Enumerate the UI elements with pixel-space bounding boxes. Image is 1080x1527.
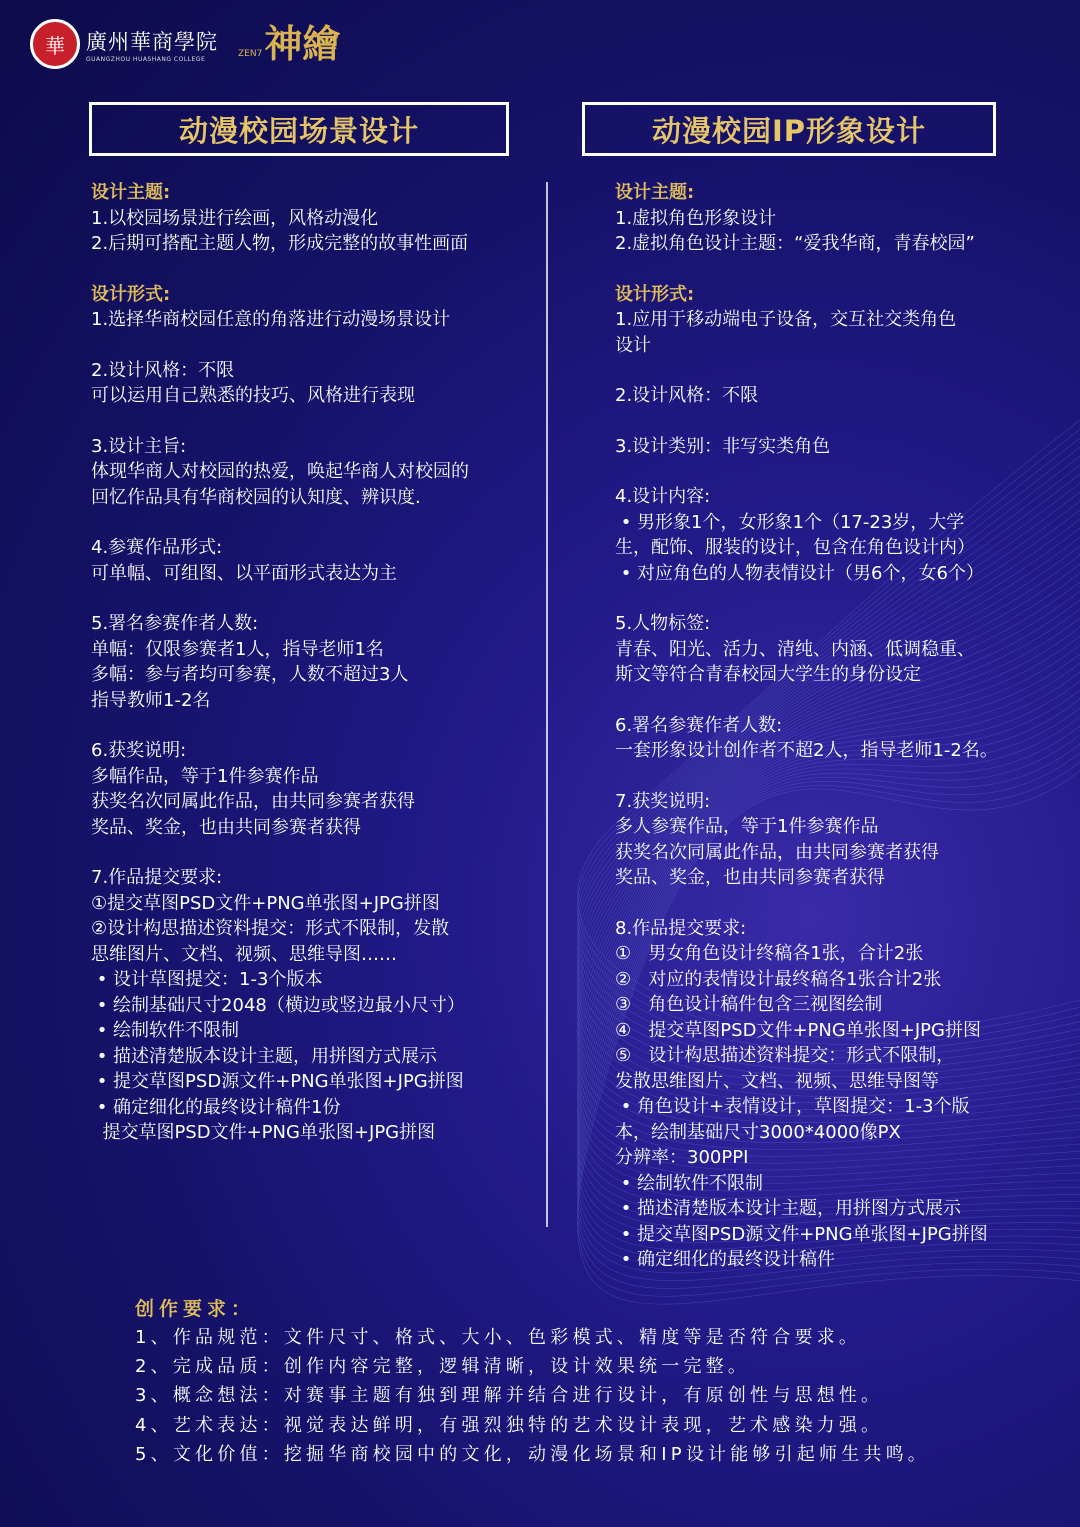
section bbox=[615, 484, 1055, 586]
header bbox=[30, 14, 340, 74]
section bbox=[91, 282, 531, 333]
section-line: 体现华商人对校园的热爱，唤起华商人对校园的 bbox=[91, 461, 469, 482]
section-line: • 绘制软件不限制 bbox=[91, 1020, 240, 1041]
section-heading: 3.设计主旨: bbox=[91, 435, 187, 457]
section bbox=[91, 865, 531, 1146]
right-title: 动漫校园IP形象设计 bbox=[651, 113, 927, 148]
section-line: 1.以校园场景进行绘画，风格动漫化 bbox=[91, 207, 379, 229]
section-line: 提交草图PSD文件+PNG单张图+JPG拼图 bbox=[91, 1122, 436, 1143]
section bbox=[615, 713, 1055, 764]
section bbox=[615, 282, 1055, 359]
section-line: 2.后期可搭配主题人物，形成完整的故事性画面 bbox=[91, 233, 469, 254]
school-logo-text bbox=[86, 26, 218, 63]
section bbox=[91, 611, 531, 713]
column-divider bbox=[546, 182, 548, 1227]
section-line: 设计 bbox=[615, 334, 651, 356]
section-line: 斯文等符合青春校园大学生的身份设定 bbox=[615, 664, 921, 685]
section-line: 1.虚拟角色形象设计 bbox=[615, 207, 777, 229]
section-heading: 8.作品提交要求: bbox=[615, 917, 747, 939]
section-line: 1.选择华商校园任意的角落进行动漫场景设计 bbox=[91, 309, 451, 330]
section-line: 获奖名次同属此作品，由共同参赛者获得 bbox=[615, 841, 939, 863]
section-heading: 3.设计类别：非写实类角色 bbox=[615, 435, 831, 457]
school-emblem-icon: 華 bbox=[30, 19, 80, 69]
section-line: 一套形象设计创作者不超2人，指导老师1-2名。 bbox=[615, 740, 998, 761]
section-line: 多人参赛作品，等于1件参赛作品 bbox=[615, 816, 879, 837]
section-line: 本，绘制基础尺寸3000*4000像PX bbox=[615, 1121, 901, 1143]
section bbox=[615, 383, 1055, 409]
section-line: 可以运用自己熟悉的技巧、风格进行表现 bbox=[91, 385, 415, 406]
section-line: • 对应角色的人物表情设计（男6个，女6个） bbox=[615, 562, 984, 584]
section-line: 可单幅、可组图、以平面形式表达为主 bbox=[91, 562, 397, 584]
section-line: • 绘制基础尺寸2048（横边或竖边最小尺寸） bbox=[91, 994, 465, 1016]
section-line: • 确定细化的最终设计稿件1份 bbox=[91, 1096, 341, 1118]
brand-logo bbox=[238, 21, 341, 66]
section-line: 单幅：仅限参赛者1人，指导老师1名 bbox=[91, 638, 384, 660]
section bbox=[615, 611, 1055, 688]
section-line: ①提交草图PSD文件+PNG单张图+JPG拼图 bbox=[91, 892, 440, 914]
section-line: • 确定细化的最终设计稿件 bbox=[615, 1249, 836, 1270]
requirement-item: 2、完成品质：创作内容完整，逻辑清晰，设计效果统一完整。 bbox=[135, 1356, 751, 1378]
section-heading: 6.获奖说明: bbox=[91, 740, 187, 761]
right-title-box bbox=[582, 102, 996, 156]
section-heading: 设计主题: bbox=[615, 182, 695, 203]
right-column bbox=[615, 180, 1055, 1298]
requirement-item: 3、概念想法：对赛事主题有独到理解并结合进行设计，有原创性与思想性。 bbox=[135, 1385, 884, 1407]
section-line: 1.应用于移动端电子设备，交互社交类角色 bbox=[615, 309, 957, 330]
section bbox=[615, 789, 1055, 891]
section-line: 回忆作品具有华商校园的认知度、辨识度. bbox=[91, 486, 421, 508]
section-heading: 5.署名参赛作者人数: bbox=[91, 613, 259, 634]
section-line: ② 对应的表情设计最终稿各1张合计2张 bbox=[615, 968, 942, 990]
section bbox=[91, 535, 531, 586]
section-line: ⑤ 设计构思描述资料提交：形式不限制， bbox=[615, 1045, 955, 1066]
section-line: 发散思维图片、文档、视频、思维导图等 bbox=[615, 1070, 939, 1092]
creation-requirements bbox=[135, 1295, 1035, 1469]
section-line: 思维图片、文档、视频、思维导图…… bbox=[91, 943, 397, 965]
left-column bbox=[91, 180, 531, 1171]
left-title: 动漫校园场景设计 bbox=[178, 113, 419, 148]
section bbox=[91, 738, 531, 840]
brand-main-text: 神繪 bbox=[264, 21, 341, 66]
section-heading: 7.作品提交要求: bbox=[91, 867, 223, 888]
section bbox=[91, 358, 531, 409]
section-heading: 7.获奖说明: bbox=[615, 790, 711, 812]
section-line: 2.虚拟角色设计主题：“爱我华商，青春校园” bbox=[615, 233, 975, 254]
section bbox=[91, 180, 531, 257]
brand-small-text: ZEN7 bbox=[238, 49, 263, 59]
section-line: 奖品、奖金，也由共同参赛者获得 bbox=[91, 816, 361, 838]
school-name-cn: 廣州華商學院 bbox=[86, 29, 218, 54]
section-heading: 设计主题: bbox=[91, 182, 171, 203]
section-line: • 绘制软件不限制 bbox=[615, 1172, 764, 1194]
section-line: 青春、阳光、活力、清纯、内涵、低调稳重、 bbox=[615, 638, 975, 660]
section bbox=[91, 434, 531, 511]
section-heading: 4.参赛作品形式: bbox=[91, 537, 223, 558]
section-line: ③ 角色设计稿件包含三视图绘制 bbox=[615, 994, 883, 1015]
section-line: ④ 提交草图PSD文件+PNG单张图+JPG拼图 bbox=[615, 1019, 981, 1041]
section bbox=[615, 916, 1055, 1273]
section-line: 指导教师1-2名 bbox=[91, 689, 211, 711]
section-line: 分辨率：300PPI bbox=[615, 1147, 749, 1168]
section-line: • 提交草图PSD源文件+PNG单张图+JPG拼图 bbox=[615, 1223, 988, 1245]
section-line: • 描述清楚版本设计主题，用拼图方式展示 bbox=[615, 1198, 962, 1219]
left-title-box bbox=[89, 102, 509, 156]
section bbox=[615, 434, 1055, 460]
section-heading: 2.设计风格：不限 bbox=[91, 359, 235, 381]
section-line: ① 男女角色设计终稿各1张，合计2张 bbox=[615, 943, 924, 964]
section bbox=[615, 180, 1055, 257]
section-heading: 4.设计内容: bbox=[615, 486, 711, 507]
section-line: • 设计草图提交：1-3个版本 bbox=[91, 969, 323, 990]
section-line: 奖品、奖金，也由共同参赛者获得 bbox=[615, 867, 885, 888]
section-heading: 5.人物标签: bbox=[615, 613, 711, 634]
section-line: • 男形象1个，女形象1个（17-23岁，大学 bbox=[615, 511, 965, 533]
section-heading: 设计形式: bbox=[615, 283, 695, 305]
section-line: 获奖名次同属此作品，由共同参赛者获得 bbox=[91, 791, 415, 812]
section-heading: 设计形式: bbox=[91, 283, 171, 305]
section-heading: 6.署名参赛作者人数: bbox=[615, 714, 783, 736]
requirement-item: 5、文化价值：挖掘华商校园中的文化，动漫化场景和IP设计能够引起师生共鸣。 bbox=[135, 1443, 931, 1465]
section-line: 多幅：参与者均可参赛，人数不超过3人 bbox=[91, 664, 409, 685]
section-line: • 提交草图PSD源文件+PNG单张图+JPG拼图 bbox=[91, 1071, 464, 1092]
requirement-item: 1、作品规范：文件尺寸、格式、大小、色彩模式、精度等是否符合要求。 bbox=[135, 1327, 862, 1348]
section-line: ②设计构思描述资料提交：形式不限制，发散 bbox=[91, 918, 450, 939]
section-line: • 描述清楚版本设计主题，用拼图方式展示 bbox=[91, 1045, 438, 1067]
section-line: 生，配饰、服装的设计，包含在角色设计内） bbox=[615, 537, 975, 558]
requirements-title: 创作要求： bbox=[135, 1298, 256, 1320]
school-name-en: GUANGZHOU HUASHANG COLLEGE bbox=[86, 55, 206, 63]
section-line: 多幅作品，等于1件参赛作品 bbox=[91, 765, 319, 787]
section-line: • 角色设计+表情设计，草图提交：1-3个版 bbox=[615, 1096, 970, 1117]
requirement-item: 4、艺术表达：视觉表达鲜明，有强烈独特的艺术设计表现，艺术感染力强。 bbox=[135, 1414, 884, 1436]
section-heading: 2.设计风格：不限 bbox=[615, 385, 759, 406]
